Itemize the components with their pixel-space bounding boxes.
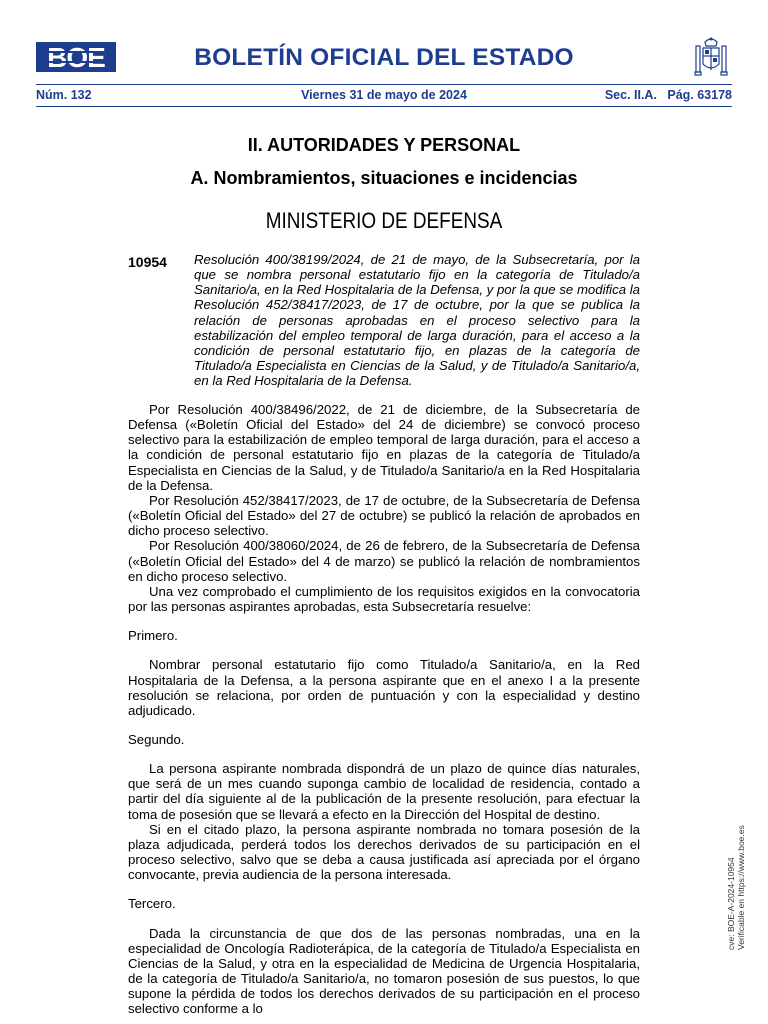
verify-link[interactable]: Verificable en https://www.boe.es	[736, 825, 746, 950]
body-paragraph: Por Resolución 452/38417/2023, de 17 de octubre, de la Subsecretaría de Defensa («Boletín Oficial del Estado» del 27 de octubre) se publicó la relación de aprobados en dicho proceso selectivo.	[128, 492, 640, 539]
document-number: 10954	[128, 254, 167, 270]
body-paragraph: Si en el citado plazo, la persona aspirante nombrada no tomara posesión de la plaza adjudicada, perderá todos los derechos derivados de su participación en el proceso selectivo, salvo que se deba a causa justificada así apreciada por el órgano convocante, previa audiencia de la persona interesada.	[128, 821, 640, 883]
document-body	[128, 402, 640, 1016]
header-title: BOLETÍN OFICIAL DEL ESTADO	[194, 44, 574, 71]
boe-logo	[36, 42, 116, 72]
article-heading-primero: Primero.	[128, 628, 178, 644]
issue-date: Viernes 31 de mayo de 2024	[301, 88, 467, 102]
boe-logo-text: BOE	[47, 42, 105, 72]
coat-of-arms-icon	[692, 36, 730, 80]
article-heading-segundo: Segundo.	[128, 731, 185, 747]
section-heading: II. AUTORIDADES Y PERSONAL	[247, 135, 521, 155]
body-paragraph: Por Resolución 400/38496/2022, de 21 de diciembre, de la Subsecretaría de Defensa («Boletín Oficial del Estado» del 24 de diciembre) se convocó proceso selectivo para la estabilización de empleo temporal de larga duración, para el acceso a la condición de personal estatutario fijo en plazas de la categoría de Titulado/a Especialista en Ciencias de la Salud, y de Titulado/a Sanitario/a en la Red Hospitalaria de la Defensa.	[128, 402, 640, 493]
body-paragraph: Por Resolución 400/38060/2024, de 26 de febrero, de la Subsecretaría de Defensa («Boletín Oficial del Estado» del 4 de marzo) se publicó la relación de nombramientos en dicho proceso selectivo.	[128, 538, 640, 584]
body-paragraph: Dada la circunstancia de que dos de las personas nombradas, una en la especialidad de Oncología Radioterápica, de la categoría de Titulado/a Especialista en Ciencias de la Salud, y otra en la especialidad de Medicina de Urgencia Hospitalaria, de la categoría de Titulado/a Sanitario/a, no tomaron posesión de sus puestos, lo que supone la pérdida de todos los derechos derivados de su participación en el proceso selectivo conforme a lo	[128, 925, 640, 1017]
section-label: Sec. II.A.	[604, 88, 657, 102]
body-paragraph: Una vez comprobado el cumplimiento de los requisitos exigidos en la convocatoria por las personas aspirantes aprobadas, esta Subsecretaría resuelve:	[128, 583, 640, 615]
header-rule-top	[36, 84, 732, 85]
verification-sidebar	[726, 810, 754, 950]
section-page	[605, 88, 732, 102]
page-label: Pág. 63178	[667, 88, 732, 102]
header-rule-bottom	[36, 106, 732, 107]
subsection-heading: A. Nombramientos, situaciones e incidencias	[190, 168, 578, 188]
cve-label: cve: BOE-A-2024-10954	[726, 857, 736, 950]
article-heading-tercero: Tercero.	[128, 896, 176, 912]
ministry-heading: MINISTERIO DE DEFENSA	[265, 208, 503, 233]
document-summary: Resolución 400/38199/2024, de 21 de mayo, de la Subsecretaría, por la que se nombra personal estatutario fijo en la categoría de Titulado/a Sanitario/a, en la Red Hospitalaria de la Defensa, y por la que se modifica la Resolución 452/38417/2023, de 17 de octubre, por la que se publica la relación de personas aprobadas en el proceso selectivo para la estabilización del empleo temporal de larga duración, para el acceso a la condición de personal estatutario fijo, en plazas de la categoría de Titulado/a Especialista en Ciencias de la Salud, y de Titulado/a Sanitario/a, en la Red Hospitalaria de la Defensa.	[194, 252, 640, 389]
body-paragraph: Nombrar personal estatutario fijo como Titulado/a Sanitario/a, en la Red Hospitalaria de la Defensa, a la persona aspirante que en el anexo I a la presente resolución se relaciona, por orden de puntuación y con la especialidad y destino adjudicado.	[128, 657, 640, 718]
body-paragraph: La persona aspirante nombrada dispondrá de un plazo de quince días naturales, que será de un mes cuando suponga cambio de localidad de residencia, contado a partir del día siguiente al de la publicación de la presente resolución, para efectuar la toma de posesión que se llevará a efecto en la Dirección del Hospital de destino.	[128, 761, 640, 822]
issue-number: Núm. 132	[36, 88, 92, 102]
